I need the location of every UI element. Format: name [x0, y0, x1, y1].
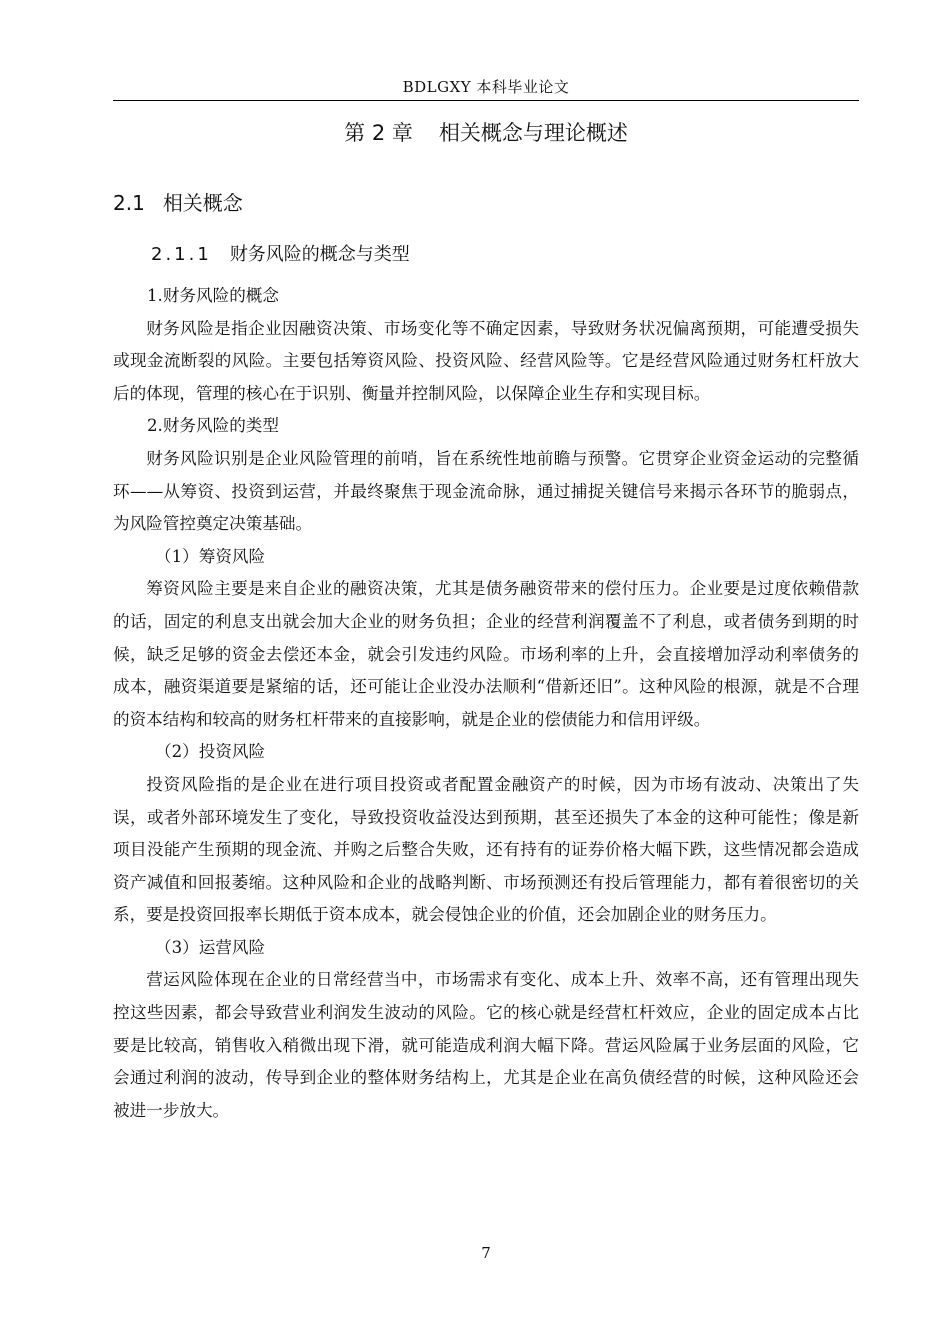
subsection-number: 2.1.1: [151, 244, 212, 265]
concept-paragraph: 财务风险是指企业因融资决策、市场变化等不确定因素，导致财务状况偏离预期，可能遭受损失或现金流断裂的风险。主要包括筹资风险、投资风险、经营风险等。它是经营风险通过财务杠杆放大后的体现，管理的核心在于识别、衡量并控制风险，以保障企业生存和实现目标。: [113, 318, 859, 403]
section-number: 2.1: [113, 191, 145, 215]
section-title: 相关概念: [162, 191, 243, 215]
investment-risk-paragraph: 投资风险指的是企业在进行项目投资或者配置金融资产的时候，因为市场有波动、决策出了失误，或者外部环境发生了变化，导致投资收益没达到预期，甚至还损失了本金的这种可能性；像是新项目没能产生预期的现金流、并购之后整合失败，还有持有的证券价格大幅下跌，这些情况都会造成资产减值和回报萎缩。这种风险和企业的战略判断、市场预测还有投后管理能力，都有着很密切的关系，要是投资回报率长期低于资本成本，就会侵蚀企业的价值，还会加剧企业的财务压力。: [113, 774, 859, 925]
subsection-title: 财务风险的概念与类型: [229, 244, 410, 265]
chapter-title: [113, 117, 859, 147]
operating-risk-paragraph: 营运风险体现在企业的日常经营当中，市场需求有变化、成本上升、效率不高，还有管理出现失控这些因素，都会导致营业利润发生波动的风险。它的核心就是经营杠杆效应，企业的固定成本占比要是比较高，销售收入稍微出现下滑，就可能造成利润大幅下降。营运风险属于业务层面的风险，它会通过利润的波动，传导到企业的整体财务结构上，尤其是企业在高负债经营的时候，这种风险还会被进一步放大。: [113, 970, 859, 1120]
header-rule: [113, 100, 859, 101]
investment-risk-heading: （2）投资风险: [155, 742, 266, 762]
chapter-title-text: 相关概念与理论概述: [438, 121, 628, 145]
financing-risk-paragraph: 筹资风险主要是来自企业的融资决策，尤其是债务融资带来的偿付压力。企业要是过度依赖借款的话，固定的利息支出就会加大企业的财务负担；企业的经营利润覆盖不了利息，或者债务到期的时候，缺乏足够的资金去偿还本金，就会引发违约风险。市场利率的上升，会直接增加浮动利率债务的成本，融资渠道要是紧缩的话，还可能让企业没办法顺利“借新还旧”。这种风险的根源，就是不合理的资本结构和较高的财务杠杆带来的直接影响，就是企业的偿债能力和信用评级。: [113, 579, 859, 729]
page-number: 7: [481, 1244, 491, 1262]
body-text: [113, 280, 859, 1127]
chapter-number: 第 2 章: [344, 121, 413, 145]
types-heading: 2.财务风险的类型: [147, 416, 279, 436]
section-heading: [113, 187, 243, 216]
subsection-heading: [151, 240, 410, 266]
concept-heading: 1.财务风险的概念: [147, 286, 279, 305]
types-paragraph: 财务风险识别是企业风险管理的前哨，旨在系统性地前瞻与预警。它贯穿企业资金运动的完整循环——从筹资、投资到运营，并最终聚焦于现金流命脉，通过捕捉关键信号来揭示各环节的脆弱点，为风险管控奠定决策基础。: [113, 448, 859, 534]
financing-risk-heading: （1）筹资风险: [155, 546, 266, 566]
operating-risk-heading: （3）运营风险: [155, 937, 266, 957]
running-header: BDLGXY 本科毕业论文: [402, 78, 570, 96]
